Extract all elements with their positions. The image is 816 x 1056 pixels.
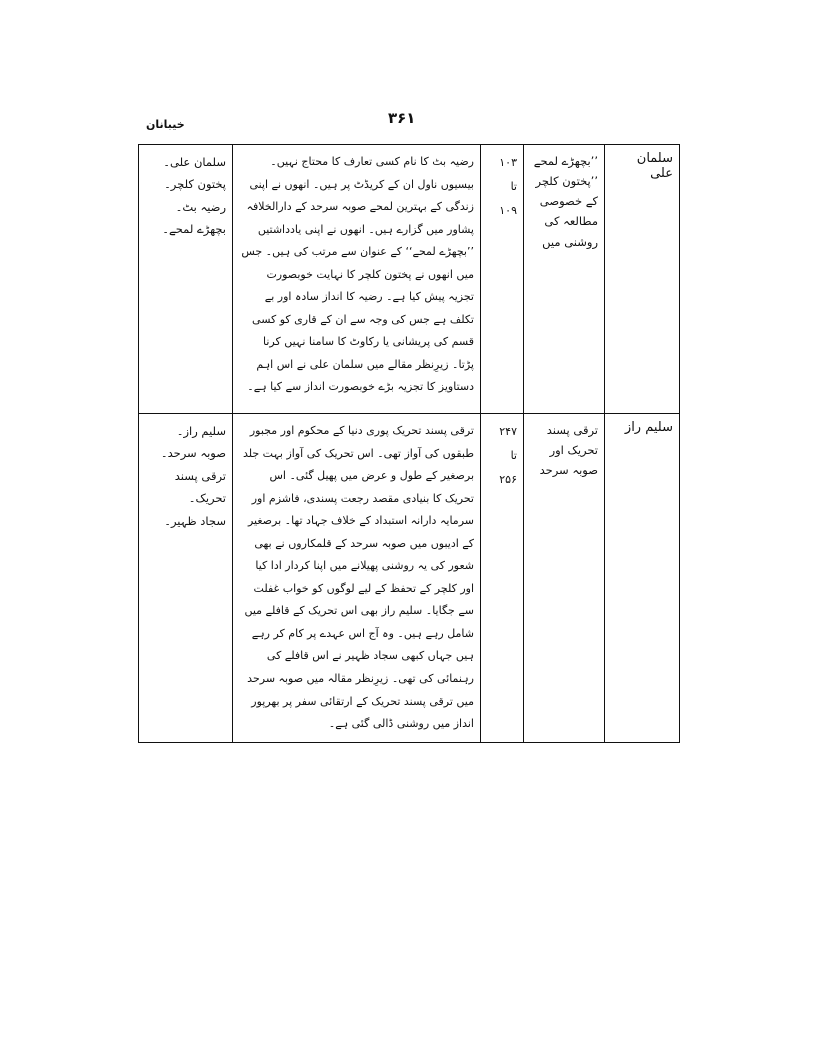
keywords-cell <box>139 145 233 414</box>
author-cell: سلمان علی <box>605 145 680 414</box>
keyword: بچھڑے لمحے۔ <box>162 222 226 237</box>
bibliography-table <box>138 144 680 743</box>
keyword: پختون کلچر۔ <box>164 177 226 192</box>
keyword: رضیہ بٹ۔ <box>175 199 226 214</box>
page-start: ۲۴۷ <box>499 425 517 438</box>
author-cell: سلیم راز <box>605 414 680 743</box>
keyword: صوبہ سرحد۔ <box>160 446 226 461</box>
page-end: ۲۵۶ <box>499 473 517 487</box>
keyword: سلمان علی۔ <box>163 155 226 169</box>
keywords-cell <box>139 414 233 743</box>
title-cell: ترقی پسند تحریک اور صوبہ سرحد <box>524 414 605 743</box>
page-number: ۳۶۱ <box>388 109 416 127</box>
summary-cell: ترقی پسند تحریک پوری دنیا کے محکوم اور مجبور طبقوں کی آواز تھی۔ اس تحریک کی آواز بہت جلد برصغیر کے طول و عرض میں پھیل گئی۔ اس تحریک کا بنیادی مقصد رجعت پسندی، فاشزم اور سرمایہ دارانہ استبداد کے خلاف جہاد تھا۔ برصغیر کے ادیبوں میں صوبہ سرحد کے قلمکاروں نے بھی شعور کی یہ روشنی پھیلانے میں اپنا کردار ادا کیا اور کلچر کے تحفظ کے لیے لوگوں کو خواب غفلت سے جگایا۔ سلیم راز بھی اس تحریک کے قافلے میں شامل رہے ہیں۔ وہ آج اس عہدے پر کام کر رہے ہیں جہاں کبھی سجاد ظہیر نے اس قافلے کی رہنمائی کی تھی۔ زیرِنظر مقالہ میں صوبہ سرحد میں ترقی پسند تحریک کے ارتقائی سفر پر بھرپور انداز میں روشنی ڈالی گئی ہے۔ <box>233 414 481 743</box>
page-to: تا <box>510 180 517 194</box>
summary-cell: رضیہ بٹ کا نام کسی تعارف کا محتاج نہیں۔ بیسیوں ناول ان کے کریڈٹ پر ہیں۔ انھوں نے اپنی زندگی کے بہترین لمحے صوبہ سرحد کے دارالخلافہ پشاور میں گزارے ہیں۔ انھوں نے اپنی یادداشتیں ’’بچھڑے لمحے‘‘ کے عنوان سے مرتب کی ہیں۔ جس میں انھوں نے پختون کلچر کا نہایت خوبصورت تجزیہ پیش کیا ہے۔ رضیہ کا انداز سادہ اور بے تکلف ہے جس کی وجہ سے ان کے قاری کو کسی قسم کی پریشانی یا رکاوٹ کا سامنا نہیں کرنا پڑتا۔ زیرِنظر مقالے میں سلمان علی نے اس اہم دستاویز کا تجزیہ بڑے خوبصورت انداز سے کیا ہے۔ <box>233 145 481 414</box>
page-to: تا <box>510 449 517 463</box>
keyword: ترقی پسند تحریک۔ <box>174 468 226 506</box>
table-row <box>139 145 680 414</box>
journal-name: خیبانان <box>146 118 185 131</box>
keyword: سلیم راز۔ <box>176 424 226 438</box>
pages-cell <box>481 414 524 743</box>
page-start: ۱۰۳ <box>499 156 517 169</box>
page-end: ۱۰۹ <box>499 204 517 218</box>
keyword: سجاد ظہیر۔ <box>164 513 226 528</box>
table-row <box>139 414 680 743</box>
pages-cell <box>481 145 524 414</box>
title-cell: ’’بچھڑے لمحے ’’پختون کلچر کے خصوصی مطالعہ کی روشنی میں <box>524 145 605 414</box>
